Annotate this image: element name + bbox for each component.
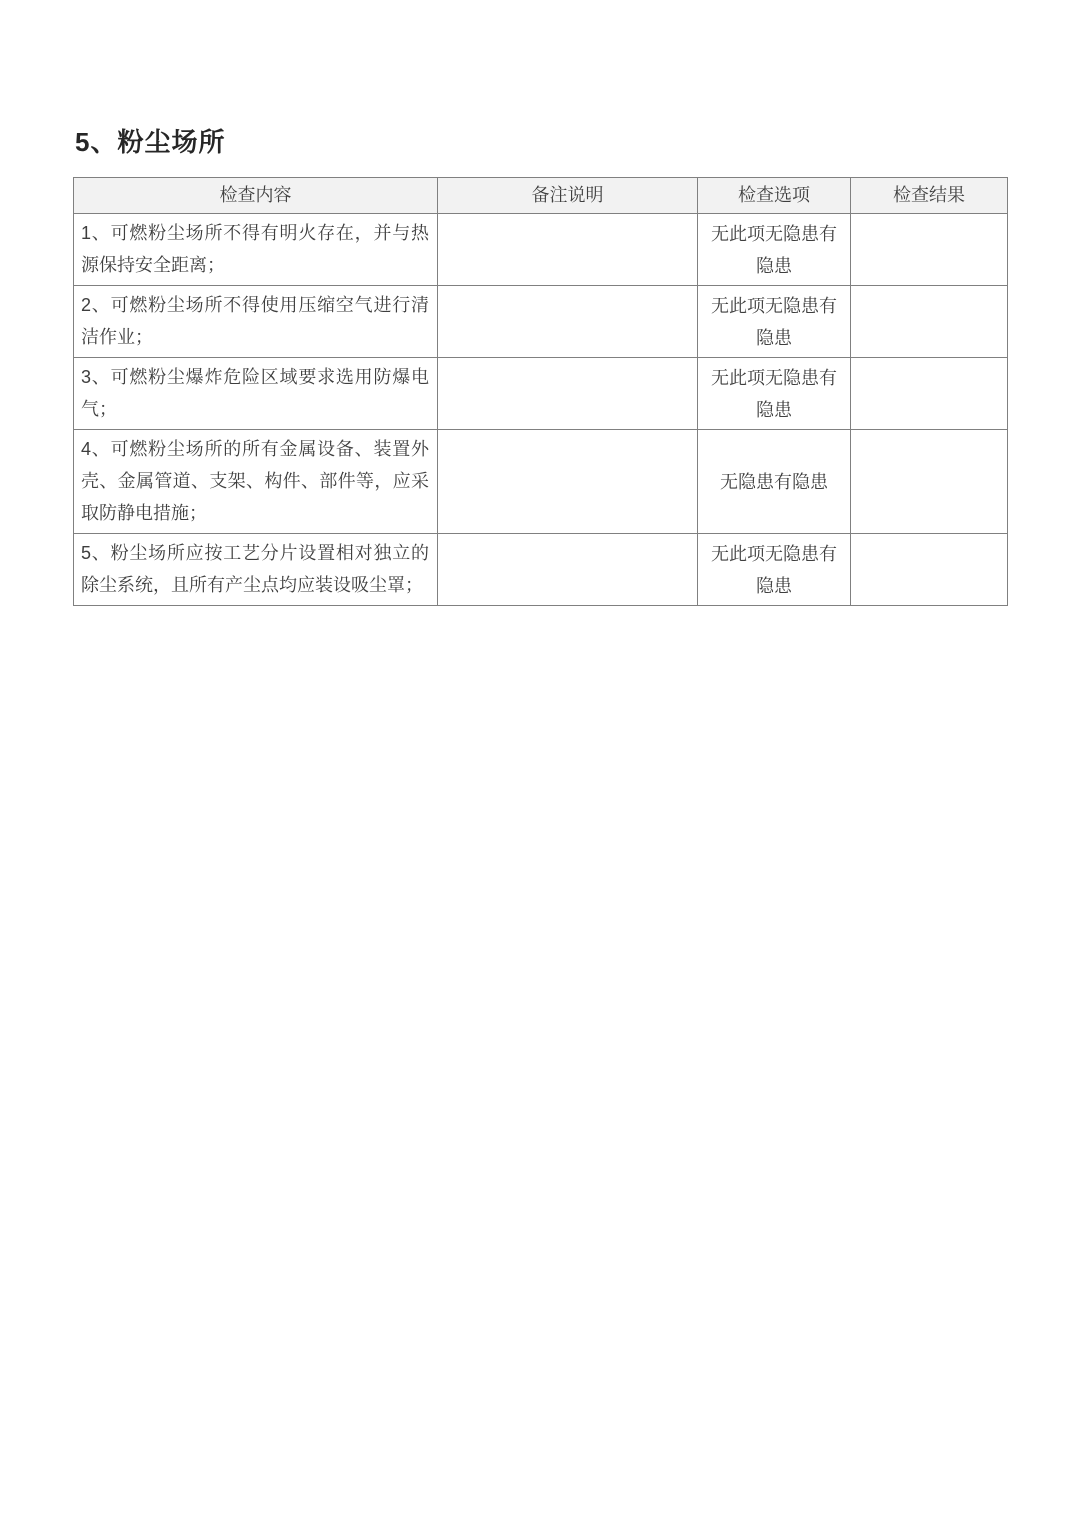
column-header-result: 检查结果 xyxy=(851,178,1008,214)
table-row xyxy=(74,214,1008,286)
cell-result xyxy=(851,430,1008,534)
cell-result xyxy=(851,286,1008,358)
cell-options: 无此项无隐患有隐患 xyxy=(698,286,851,358)
cell-inspection-content: 5、粉尘场所应按工艺分片设置相对独立的除尘系统，且所有产尘点均应装设吸尘罩； xyxy=(74,534,438,606)
column-header-options: 检查选项 xyxy=(698,178,851,214)
cell-remark xyxy=(438,214,698,286)
cell-inspection-content: 3、可燃粉尘爆炸危险区域要求选用防爆电气； xyxy=(74,358,438,430)
cell-remark xyxy=(438,430,698,534)
table-row xyxy=(74,286,1008,358)
cell-result xyxy=(851,358,1008,430)
cell-inspection-content: 1、可燃粉尘场所不得有明火存在，并与热源保持安全距离； xyxy=(74,214,438,286)
table-row xyxy=(74,534,1008,606)
cell-result xyxy=(851,534,1008,606)
cell-options: 无此项无隐患有隐患 xyxy=(698,214,851,286)
header-row xyxy=(74,178,1008,214)
column-header-remark: 备注说明 xyxy=(438,178,698,214)
inspection-table xyxy=(73,177,1008,606)
cell-options: 无此项无隐患有隐患 xyxy=(698,358,851,430)
cell-options: 无此项无隐患有隐患 xyxy=(698,534,851,606)
section-title: 5、粉尘场所 xyxy=(75,127,226,157)
cell-result xyxy=(851,214,1008,286)
column-header-inspection-content: 检查内容 xyxy=(74,178,438,214)
table-row xyxy=(74,358,1008,430)
cell-remark xyxy=(438,534,698,606)
cell-remark xyxy=(438,286,698,358)
cell-options: 无隐患有隐患 xyxy=(698,430,851,534)
cell-remark xyxy=(438,358,698,430)
cell-inspection-content: 4、可燃粉尘场所的所有金属设备、装置外壳、金属管道、支架、构件、部件等，应采取防静电措施； xyxy=(74,430,438,534)
table-row xyxy=(74,430,1008,534)
cell-inspection-content: 2、可燃粉尘场所不得使用压缩空气进行清洁作业； xyxy=(74,286,438,358)
